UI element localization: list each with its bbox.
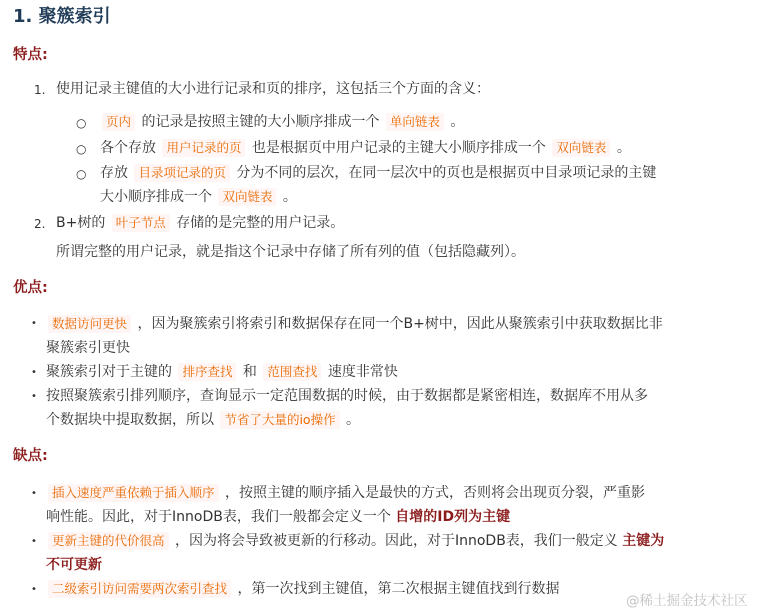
cons-item-2-line2: 不可更新	[46, 557, 102, 573]
code-tag: 更新主键的代价很高	[48, 532, 169, 550]
code-tag: 双向链表	[218, 188, 276, 206]
features-sub-2: 各个存放 用户记录的页 也是根据页中用户记录的主键大小顺序排成一个 双向链表 。	[100, 140, 631, 156]
features-item2-note: 所谓完整的用户记录，就是指这个记录中存储了所有列的值（包括隐藏列）。	[56, 244, 525, 260]
cons-item-2: 更新主键的代价很高 ，因为将会导致被更新的行移动。因此，对于InnoDB表，我们一般定义 主键为	[46, 530, 664, 552]
pros-heading: 优点:	[13, 280, 48, 296]
disc-bullet-icon: •	[31, 488, 37, 499]
circle-bullet-icon: ○	[76, 167, 87, 181]
disc-bullet-icon: •	[31, 584, 37, 595]
features-item1-text: 使用记录主键值的大小进行记录和页的排序，这包括三个方面的含义：	[56, 81, 490, 97]
cons-item-1: 插入速度严重依赖于插入顺序 ，按照主键的顺序插入是最快的方式，否则将会出现页分裂，严重影	[46, 482, 645, 504]
pros-item-1-line2: 聚簇索引更快	[46, 340, 130, 356]
features-heading: 特点:	[13, 47, 48, 63]
disc-bullet-icon: •	[31, 367, 37, 378]
circle-bullet-icon: ○	[76, 142, 87, 156]
cons-item-1-line2: 响性能。因此，对于InnoDB表，我们一般都会定义一个 自增的ID列为主键	[46, 509, 511, 525]
circle-bullet-icon: ○	[76, 116, 87, 130]
code-tag: 双向链表	[552, 139, 610, 157]
code-tag: 二级索引访问需要两次索引查找	[48, 580, 231, 598]
list-number: 1.	[34, 83, 46, 97]
code-tag: 节省了大量的io操作	[220, 411, 339, 429]
code-tag: 单向链表	[386, 113, 444, 131]
code-tag: 排序查找	[178, 363, 236, 381]
features-item2-text: B+树的 叶子节点 存储的是完整的用户记录。	[56, 215, 345, 231]
code-tag: 数据访问更快	[48, 315, 131, 333]
code-tag: 插入速度严重依赖于插入顺序	[48, 484, 219, 502]
pros-item-3-line2: 个数据块中提取数据，所以 节省了大量的io操作 。	[46, 412, 361, 428]
disc-bullet-icon: •	[31, 536, 37, 547]
page-title: 1. 聚簇索引	[13, 6, 111, 27]
list-number: 2.	[34, 217, 46, 231]
pros-item-1: 数据访问更快 ，因为聚簇索引将索引和数据保存在同一个B+树中，因此从聚簇索引中获取数据比非	[46, 313, 663, 335]
strong-text: 主键为	[622, 533, 665, 549]
features-sub-1: 页内 的记录是按照主键的大小顺序排成一个 单向链表 。	[100, 111, 464, 133]
code-tag: 用户记录的页	[162, 139, 245, 157]
watermark: @稀土掘金技术社区	[626, 593, 748, 609]
cons-item-3: 二级索引访问需要两次索引查找 ，第一次找到主键值，第二次根据主键值找到行数据	[46, 578, 559, 600]
disc-bullet-icon: •	[31, 318, 37, 329]
code-tag: 叶子节点	[112, 214, 170, 232]
cons-heading: 缺点:	[13, 448, 48, 464]
code-tag: 页内	[102, 113, 135, 131]
features-sub-3-line2: 大小顺序排成一个 双向链表 。	[100, 189, 297, 205]
code-tag: 范围查找	[263, 363, 321, 381]
code-tag: 目录项记录的页	[134, 164, 230, 182]
disc-bullet-icon: •	[31, 391, 37, 402]
pros-item-2: 聚簇索引对于主键的 排序查找 和 范围查找 速度非常快	[46, 364, 398, 380]
features-sub-3: 存放 目录项记录的页 分为不同的层次，在同一层次中的页也是根据页中目录项记录的主键	[100, 165, 657, 181]
pros-item-3: 按照聚簇索引排列顺序，查询显示一定范围数据的时候，由于数据都是紧密相连，数据库不用从多	[46, 388, 648, 404]
strong-text: 自增的ID列为主键	[395, 509, 511, 525]
